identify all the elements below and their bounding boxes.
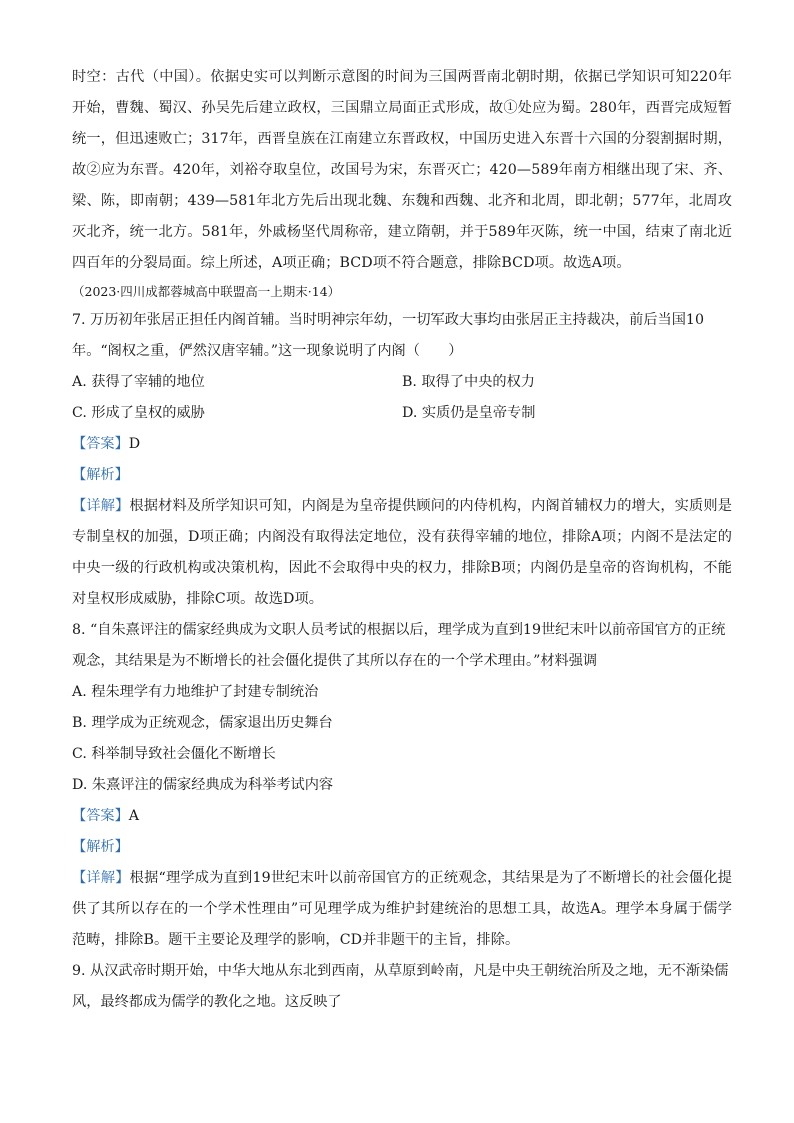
q7-source: （2023·四川成都蓉城高中联盟高一上期末·14） [72, 284, 341, 299]
q7-answer [72, 429, 732, 460]
q8-answer [72, 801, 732, 832]
q8-detail-text: 根据“理学成为直到19世纪末叶以前帝国官方的正统观念，其结果是为了不断增长的社会僵化提供了其所以存在的一个学术性理由”可见理学成为维护封建统治的思想工具，故选A。理学本身属于儒学范畴，排除B。题干主要论及理学的影响，CD并非题干的主旨，排除。 [72, 870, 733, 948]
q8-analysis-label: 【解析】 [72, 839, 129, 855]
q8-option-d: D. 朱熹评注的儒家经典成为科举考试内容 [72, 777, 334, 793]
intro-analysis: 时空：古代（中国）。依据史实可以判断示意图的时间为三国两晋南北朝时期，依据已学知识可知220年开始，曹魏、蜀汉、孙吴先后建立政权，三国鼎立局面正式形成，故①处应为蜀。280年，西晋完成短暂统一，但迅速败亡；317年，西晋皇族在江南建立东晋政权，中国历史进入东晋十六国的分裂割据时期，故②应为东晋。420年，刘裕夺取皇位，改国号为宋，东晋灭亡；420—589年南方相继出现了宋、齐、梁、陈，即南朝；439—581年北方先后出现北魏、东魏和西魏、北齐和北周，即北朝；577年，北周攻灭北齐，统一北方。581年，外戚杨坚代周称帝，建立隋朝，并于589年灭陈，统一中国，结束了南北近四百年的分裂局面。综上所述，A项正确；BCD项不符合题意，排除BCD项。故选A项。 [72, 69, 732, 271]
q7-option-b: B. 取得了中央的权力 [402, 374, 535, 390]
q7-option-d: D. 实质仍是皇帝专制 [402, 405, 536, 421]
q8-option-b: B. 理学成为正统观念，儒家退出历史舞台 [72, 715, 333, 731]
q8-answer-label: 【答案】 [72, 808, 129, 824]
q8-analysis [72, 832, 732, 863]
document-page [72, 62, 732, 1018]
q7-option-a: A. 获得了宰辅的地位 [72, 374, 205, 390]
q7-analysis [72, 460, 732, 491]
q8-detail-label: 【详解】 [72, 870, 130, 886]
q9-stem: 9. 从汉武帝时期开始，中华大地从东北到西南，从草原到岭南，凡是中央王朝统治所及之地，无不渐染儒风，最终都成为儒学的教化之地。这反映了 [72, 963, 729, 1010]
q8-stem: 8. “自朱熹评注的儒家经典成为文职人员考试的根据以后，理学成为直到19世纪末叶以前帝国官方的正统观念，其结果是为不断增长的社会僵化提供了其所以存在的一个学术理由。”材料强调 [72, 622, 726, 669]
q8-answer-value: A [128, 808, 140, 824]
q8-options [72, 677, 732, 801]
q7-detail [72, 491, 732, 615]
q8-detail [72, 863, 732, 956]
q7-answer-value: D [128, 436, 141, 452]
q7-options [72, 367, 732, 429]
q8-option-a: A. 程朱理学有力地维护了封建专制统治 [72, 684, 319, 700]
q7-detail-text: 根据材料及所学知识可知，内阁是为皇帝提供顾问的内侍机构，内阁首辅权力的增大，实质则是专制皇权的加强，D项正确；内阁没有取得法定地位，没有获得宰辅的地位，排除A项；内阁不是法定的中央一级的行政机构或决策机构，因此不会取得中央的权力，排除B项；内阁仍是皇帝的咨询机构，不能对皇权形成威胁，排除C项。故选D项。 [72, 498, 733, 607]
q7-analysis-label: 【解析】 [72, 467, 129, 483]
q8-option-c: C. 科举制导致社会僵化不断增长 [72, 746, 276, 762]
q7-stem: 7. 万历初年张居正担任内阁首辅。当时明神宗年幼，一切军政大事均由张居正主持裁决，前后当国10年。“阁权之重，俨然汉唐宰辅。”这一现象说明了内阁（ ） [72, 312, 704, 359]
q7-detail-label: 【详解】 [72, 498, 130, 514]
q7-answer-label: 【答案】 [72, 436, 129, 452]
q7-option-c: C. 形成了皇权的威胁 [72, 405, 205, 421]
